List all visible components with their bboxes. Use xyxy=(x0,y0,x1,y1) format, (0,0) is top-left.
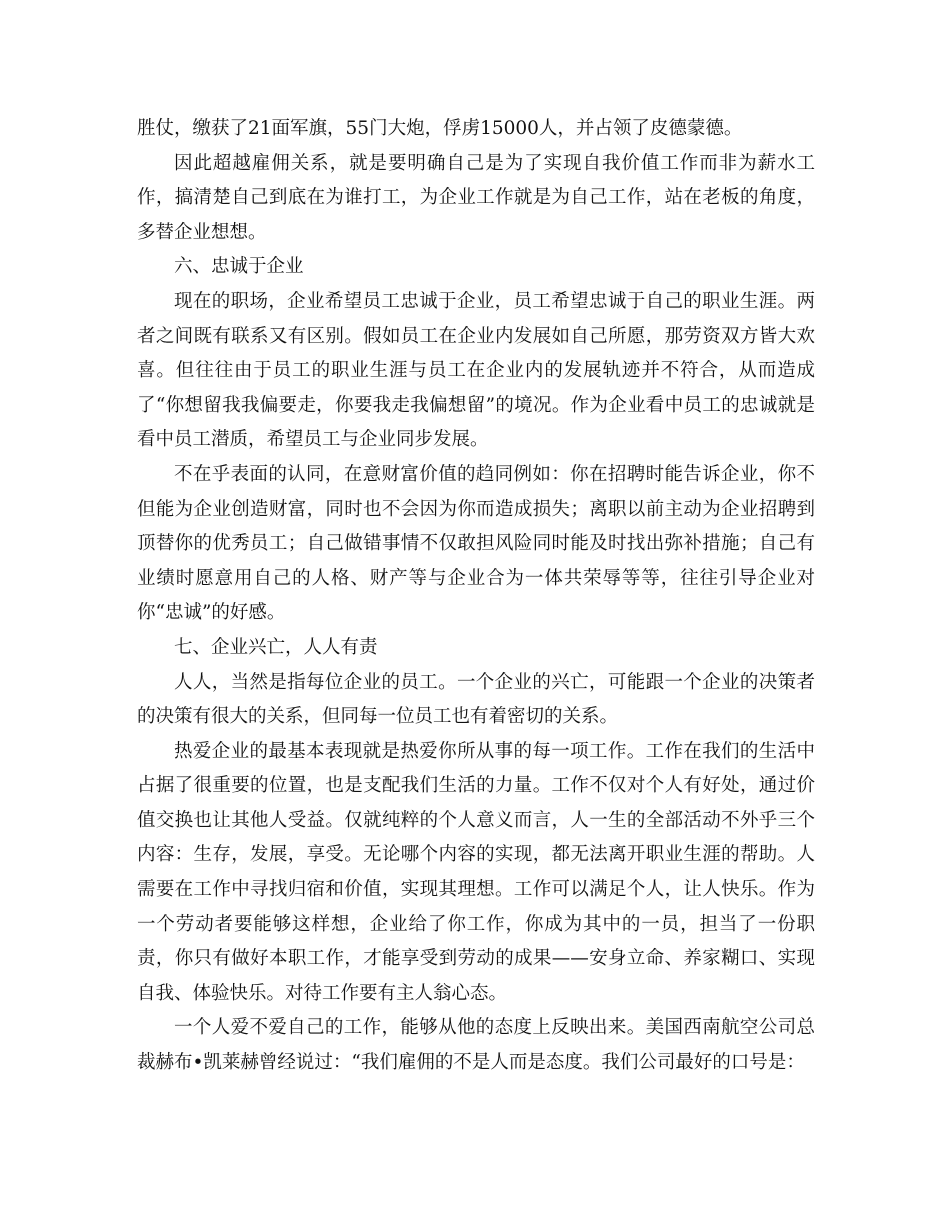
section-heading-responsibility: 七、企业兴亡，人人有责 xyxy=(174,636,378,658)
paragraph-workplace-loyalty: 现在的职场，企业希望员工忠诚于企业，员工希望忠诚于自己的职业生涯。两者之间既有联系又有区别。假如员工在企业内发展如自己所愿，那劳资双方皆大欢喜。但往往由于员工的职业生涯与员工在企业内的发展轨迹并不符合，从而造成了“你想留我我偏要走，你要我走我偏想留”的境况。作为企业看中员工的忠诚就是看中员工潜质，希望员工与企业同步发展。 xyxy=(137,290,815,451)
paragraph-continuation: 胜仗，缴获了21面军旗，55门大炮，俘虏15000人，并占领了皮德蒙德。 xyxy=(137,118,743,139)
paragraph-love-work: 热爱企业的最基本表现就是热爱你所从事的每一项工作。工作在我们的生活中占据了很重要的位置，也是支配我们生活的力量。工作不仅对个人有好处，通过价值交换也让其他人受益。仅就纯粹的个人意义而言，人一生的全部活动不外乎三个内容：生存，发展，享受。无论哪个内容的实现，都无法离开职业生涯的帮助。人需要在工作中寻找归宿和价值，实现其理想。工作可以满足个人，让人快乐。作为一个劳动者要能够这样想，企业给了你工作，你成为其中的一员，担当了一份职责，你只有做好本职工作，才能享受到劳动的成果——安身立命、养家糊口、实现自我、体验快乐。对待工作要有主人翁心态。 xyxy=(137,740,815,1004)
paragraph-attitude: 一个人爱不爱自己的工作，能够从他的态度上反映出来。美国西南航空公司总裁赫布•凯莱赫曾经说过：“我们雇佣的不是人而是态度。我们公司最好的口号是： xyxy=(137,1017,815,1074)
document-page xyxy=(137,112,815,1081)
paragraph-every-employee: 人人，当然是指每位企业的员工。一个企业的兴亡，可能跟一个企业的决策者的决策有很大的关系，但同每一位员工也有着密切的关系。 xyxy=(137,671,815,728)
paragraph-value-convergence: 不在乎表面的认同，在意财富价值的趋同例如：你在招聘时能告诉企业，你不但能为企业创造财富，同时也不会因为你而造成损失；离职以前主动为企业招聘到顶替你的优秀员工；自己做错事情不仅敢担风险同时能及时找出弥补措施；自己有业绩时愿意用自己的人格、财产等与企业合为一体共荣辱等等，往往引导企业对你“忠诚”的好感。 xyxy=(137,463,815,624)
section-heading-loyalty: 六、忠诚于企业 xyxy=(174,256,304,278)
paragraph-employment-relationship: 因此超越雇佣关系，就是要明确自己是为了实现自我价值工作而非为薪水工作，搞清楚自己到底在为谁打工，为企业工作就是为自己工作，站在老板的角度，多替企业想想。 xyxy=(137,152,815,243)
